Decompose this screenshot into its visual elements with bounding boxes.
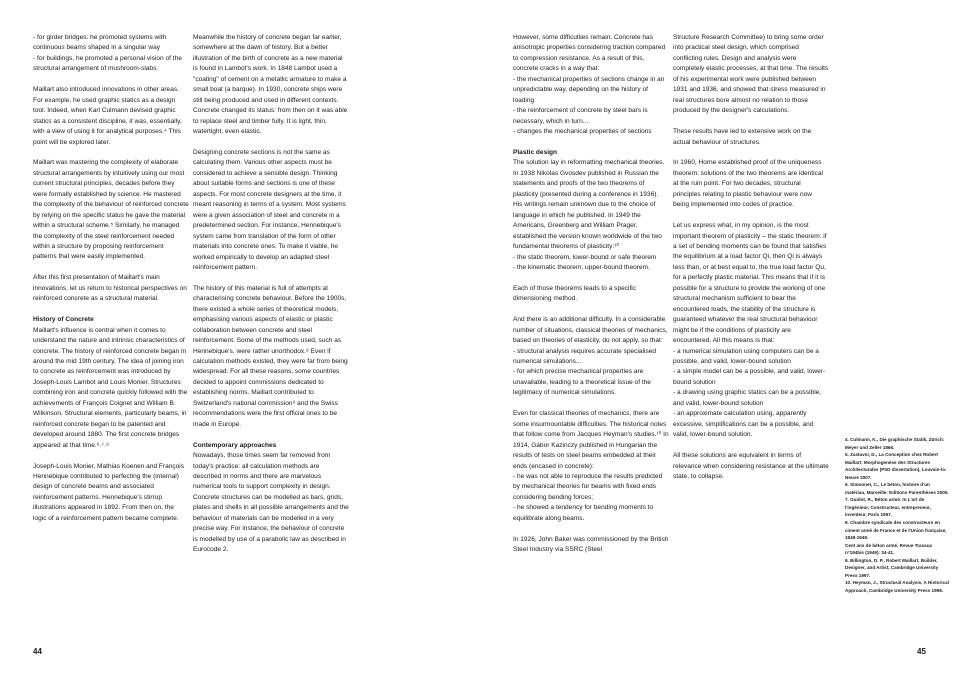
right-page-column-1: [513, 33, 669, 566]
footnote: 8. Chambre syndicale des constructeurs en ciment armé de France et de l'Union française, 1849-1949.: [845, 520, 947, 541]
paragraph: - for girder bridges: he promoted systems with continuous beams shaped in a singular way - for buildings, he promoted a personal vision of the structural arrangement of mushroom-slabs.: [33, 34, 182, 73]
paragraph: These results have led to extensive work on the actual behaviour of structures.: [673, 128, 812, 146]
paragraph: All these solutions are equivalent in terms of relevance when considering resistance at the ultimate state, to collapse.: [673, 452, 829, 480]
section-heading: Plastic design: [513, 148, 558, 156]
page-number-left: 44: [33, 647, 42, 656]
paragraph: Even for classical theories of mechanics, there are some insurmountable difficulties. The historical notes that follow come from Jacques Heyman's studies.¹⁰ In 1914, Gábor Kazinczy published in Hungarian the results of tests on steel beams embedded at their ends (encased in concrete): - he was not able to reproduce the results predicted by mechanical theories for beams with fixed ends considering bending forces; - he showed a tendency for bending moments to equilibrate along beams.: [513, 410, 669, 522]
footnotes: [845, 436, 949, 594]
footnote: 5. Zastavni, D., La Conception chez Robert Maillart: Morphogenèse des Structures Architecturales (PhD dissertation), Louvain-la-Neuve 2007.: [845, 452, 947, 480]
section-heading: Contemporary approaches: [193, 441, 277, 449]
footnote: 4. Culmann, K., Die graphische Statik, Zürich: Meyer und Zeller 1866.: [845, 437, 945, 450]
left-page-column-2: [193, 33, 349, 566]
paragraph: In 1960, Horne established proof of the uniqueness theorem: solutions of the two theorems are identical at the ruin point. For two decades, structural principles relating to plastic behaviour were now being implemented into codes of practice.: [673, 159, 823, 209]
footnote: 10. Heyman, J., Structural Analysis, A Historical Approach, Cambridge University Press 1998.: [845, 580, 949, 593]
paragraph: And there is an additional difficulty. In a considerable number of situations, classical theories of mechanics, based on theories of elasticity, do not apply, so that: - structural analysis requires accurate specialised numerical simulations... - for which precise mechanical properties are unavailable, leading to a theoretical issue of the legitimacy of numerical simulations.: [513, 316, 668, 397]
paragraph: The solution lay in reformatting mechanical theories. In 1938 Nikolas Gvosdev published in Russian the statements and proofs of the two theorems of plasticity (presented during a conference in 1936). His writings remain unknown due to the choice of language in which he published. In 1949 the Americans, Greenberg and William Prager, established the version known worldwide of the two fundamental theorems of plasticity:¹⁰ - the static theorem, lower-bound or safe theorem - the kinematic theorem, upper-bound theorem.: [513, 159, 665, 271]
paragraph: Let us express what, in my opinion, is the most important theorem of plasticity – the static theorem: if a set of bending moments can be found that satisfies the equilibrium at a load factor Qi, then Qi is always less than, or at best equal to, the true load factor Qu, for a perfectly plastic material. This means that if it is possible for a structure to provide the working of one structural mechanism sufficient to bear the encountered loads, the stability of the structure is guaranteed whatever the real structural behaviour might be if the conditions of plasticity are encountered. All this means is that: - a numerical simulation using computers can be a possible, and valid, lower-bound solution - a simple model can be a possible, and valid, lower-bound solution - a drawing using graphic statics can be a possible, and valid, lower-bound solution - an approximate calculation using, apparently excessive, simplifications can be a possible, and valid, lower-bound solution.: [673, 222, 827, 439]
paragraph: Maillart's influence is central when it comes to understand the nature and intrinsic characteristics of concrete. The history of reinforced concrete began in around the mid 19th century. The idea of joining iron to concrete as reinforcement was introduced by Joseph-Louis Lambot and Louis Monier. Structures combining iron and concrete quickly followed with the achievements of François Coignet and William B. Wilkinson. Structural elements, particularly beams, in reinforced concrete began to be patented and developed around 1880. The first concrete bridges appeared at that time.⁶˒⁷˒⁸: [33, 326, 188, 449]
paragraph: Designing concrete sections is not the same as calculating them. Various other aspects must be considered to achieve a sensible design. Thinking about suitable forms and sections is one of these aspects. For most concrete designers at the time, it meant reasoning in terms of a system. Most systems were a given association of steel and concrete in a predetermined section. For instance, Hennebique's system came from translation of the form of other materials into concrete ones. To make it viable, he worked empirically to develop an adapted steel reinforcement pattern.: [193, 148, 346, 271]
right-page-column-2: [673, 33, 829, 493]
paragraph: Joseph-Louis Monier, Mathias Koenen and François Hennebique contributed to perfecting the (internal) design of concrete beams and associated reinforcement patterns. Hennebique's stirrup illustrations appeared in 1892. From then on, the logic of a reinforcement pattern became complete.: [33, 462, 185, 522]
paragraph: Nowadays, those times seem far removed from today's practice: all calculation methods are described in norms and there are marvelous numerical tools to support complexity in design. Concrete structures can be modelled as bars, grids, plates and shells in all possible arrangements and the behaviour of materials can be modelled in a very precise way. For instance, the behaviour of concrete is modelled by use of a parabolic law as described in Eurocode 2.: [193, 452, 349, 554]
footnote: 6. Simonnet, C., Le béton, histoire d'un matériau, Marseille: Editions Parenthèses 2005.: [845, 482, 949, 495]
paragraph: Maillart also introduced innovations in other areas. For example, he used graphic statics as a design tool. Indeed, when Karl Culmann devised graphic statics as a consistent discipline, it was, essentially, with a view of using it for analytical purposes.⁴ This point will be explored later.: [33, 86, 182, 146]
footnote: 9. Billington, D. P., Robert Maillart, Builder, Designer, and Artist, Cambridge University Press 1997.: [845, 557, 939, 578]
paragraph: The history of this material is full of attempts at characterising concrete behaviour. Before the 1900s, there existed a whole series of theoretical models, emphasising various aspects of elastic or plastic collaboration between concrete and steel reinforcement. Some of the methods used, such as Hennebique's, were rather unorthodox.⁸ Even if calculation methods existed, they were far from being widespread. For all these reasons, some countries decided to appoint commissions dedicated to establishing norms. Maillart contributed to Switzerland's national commission⁹ and the Swiss recommendations were the first official ones to be made in Europe.: [193, 284, 348, 428]
paragraph: Maillart was mastering the complexity of elaborate structural arrangements by intuitively using our most current structural principles, decades before they were formally established by science. He mastered the complexity of the behaviour of reinforced concrete by relying on the specific status he gave the material within a structural scheme.⁵ Similarly, he managed the complexity of the steel reinforcement needed within a structure by proposing reinforcement patterns that were easily implemented.: [33, 159, 189, 261]
paragraph: After this first presentation of Maillart's main innovations, let us return to historical perspectives on reinforced concrete as a structural material.: [33, 274, 187, 303]
section-heading: History of Concrete: [33, 316, 94, 324]
paragraph: Meanwhile the history of concrete began far earlier, somewhere at the dawn of history. But a better illustration of the birth of concrete as a new material is found in Lambot's work. In 1848 Lambot used a "coating" of cement on a metallic armature to make a small boat (a barque). In 1930, concrete ships were still being produced and used in different contexts. Concrete changed its status: from then on it was able to replace steel and timber fully. It is light, thin, watertight, even elastic.: [193, 34, 348, 136]
paragraph: Each of those theorems leads to a specific dimensioning method.: [513, 284, 637, 303]
page-number-right: 45: [917, 647, 926, 656]
footnote: Cent ans de béton armé, Revue Travaux n°194bis (1949): 34-41.: [845, 542, 933, 556]
paragraph: However, some difficulties remain. Concrete has anisotropic properties considering traction compared to compression resistance. As a result of this, concrete cracks in a way that: - the mechanical properties of sections change in an unpredictable way, depending on the history of loading - the reinforcement of concrete by steel bars is necessary, which in turn... - changes the mechanical properties of sections: [513, 34, 666, 136]
footnote: 7. Guidot, R., Béton armé. In L'art de l'ingénieur, Constructeur, entrepreneur, inventeur, Paris 1997.: [845, 497, 931, 518]
paragraph: Structure Research Committee) to bring some order into practical steel design, which comprised conflicting rules. Design and analysis were completely elastic processes, at that time. The results of his experimental work were published between 1931 and 1936, and showed that stress measured in real structures bore almost no relation to those produced by the designer's calculations.: [673, 34, 829, 115]
left-page-column-1: [33, 33, 189, 535]
paragraph: In 1926, John Baker was commissioned by the British Steel Industry via SSRC (Steel: [513, 535, 669, 554]
